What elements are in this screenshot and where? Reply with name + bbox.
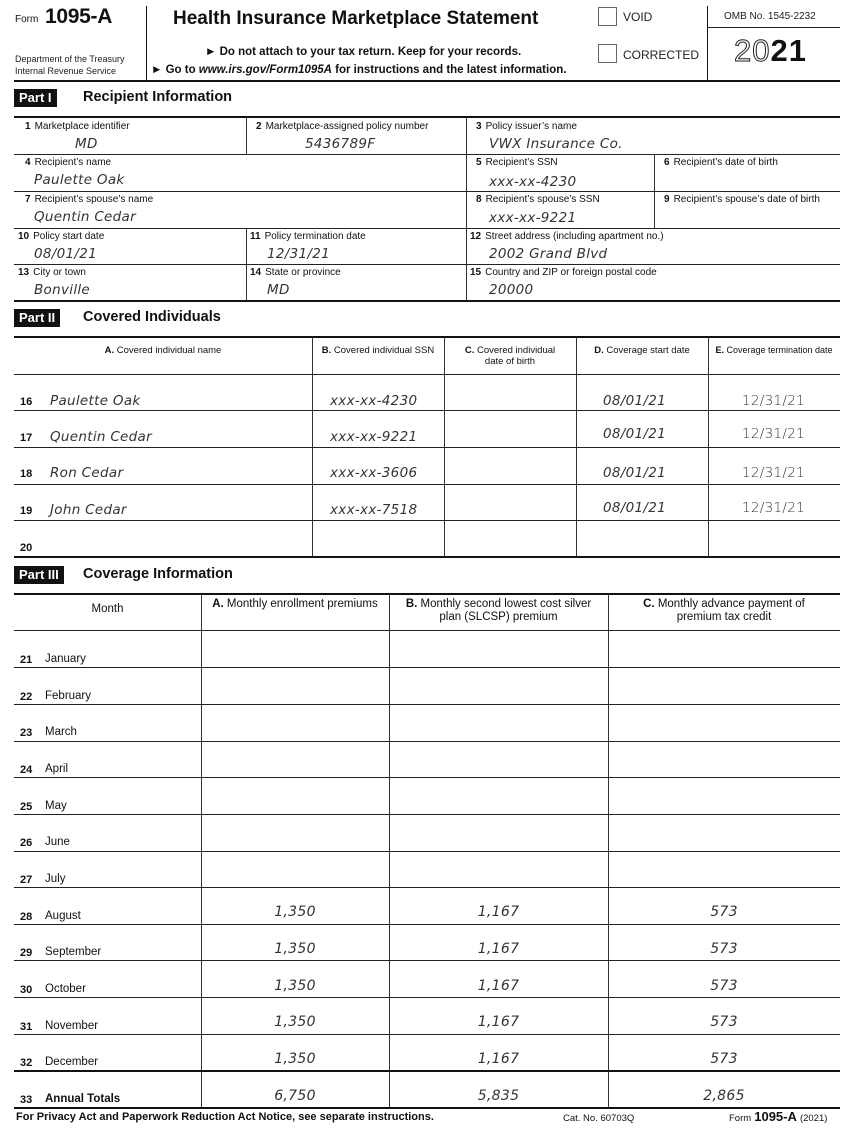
total-enrollment-premium[interactable]: 6,750 bbox=[274, 1088, 316, 1104]
field15-label: 15 Country and ZIP or foreign postal code bbox=[470, 267, 657, 278]
line-number: 30 bbox=[20, 984, 33, 996]
field5-label: 5 Recipient’s SSN bbox=[476, 157, 558, 168]
covered-ssn[interactable]: xxx-xx-7518 bbox=[330, 502, 418, 518]
enrollment-premium[interactable]: 1,350 bbox=[274, 904, 316, 920]
covered-start[interactable]: 08/01/21 bbox=[603, 426, 667, 442]
line-number: 23 bbox=[20, 727, 33, 739]
corrected-checkbox[interactable] bbox=[598, 44, 617, 63]
slcsp-premium[interactable]: 1,167 bbox=[477, 1014, 520, 1030]
enrollment-premium[interactable]: 1,350 bbox=[274, 978, 316, 994]
line-number: 20 bbox=[20, 542, 33, 554]
month-label: April bbox=[45, 763, 69, 775]
part1-tag: Part I bbox=[14, 89, 57, 107]
covered-start[interactable]: 08/01/21 bbox=[603, 500, 667, 516]
col-d-header: D. Coverage start date bbox=[594, 345, 690, 356]
line-number: 22 bbox=[20, 691, 33, 703]
field9-label: 9 Recipient’s spouse’s date of birth bbox=[664, 194, 820, 205]
field6-label: 6 Recipient’s date of birth bbox=[664, 157, 778, 168]
corrected-label: CORRECTED bbox=[623, 48, 700, 62]
form-title: Health Insurance Marketplace Statement bbox=[173, 8, 539, 29]
col-c-header: C. Monthly advance payment of premium tax credit bbox=[643, 598, 805, 623]
covered-end[interactable]: 12/31/21 bbox=[742, 465, 806, 481]
covered-end[interactable]: 12/31/21 bbox=[742, 426, 806, 442]
advance-ptc[interactable]: 573 bbox=[710, 904, 738, 920]
department bbox=[15, 53, 125, 77]
slcsp-premium[interactable]: 1,167 bbox=[477, 1051, 520, 1067]
line-number: 16 bbox=[20, 396, 33, 408]
col-b-header: B. Monthly second lowest cost silver plan (SLCSP) premium bbox=[405, 598, 592, 623]
month-label: September bbox=[45, 946, 102, 958]
month-label: June bbox=[45, 836, 70, 848]
month-label: February bbox=[45, 690, 92, 702]
field7-label: 7 Recipient’s spouse’s name bbox=[25, 194, 154, 205]
covered-start[interactable]: 08/01/21 bbox=[603, 393, 667, 409]
privacy-notice: For Privacy Act and Paperwork Reduction Act Notice, see separate instructions. bbox=[16, 1111, 434, 1123]
policy-issuer-value[interactable]: VWX Insurance Co. bbox=[489, 136, 623, 152]
department-line2: Internal Revenue Service bbox=[15, 66, 117, 76]
month-label: July bbox=[45, 873, 66, 885]
month-header: Month bbox=[91, 603, 124, 615]
marketplace-identifier-value[interactable]: MD bbox=[75, 136, 98, 152]
field8-label: 8 Recipient’s spouse’s SSN bbox=[476, 194, 600, 205]
slcsp-premium[interactable]: 1,167 bbox=[477, 941, 520, 957]
col-a-header: A. Covered individual name bbox=[104, 345, 222, 356]
part3-tag: Part III bbox=[14, 566, 64, 584]
catalog-number: Cat. No. 60703Q bbox=[563, 1113, 635, 1124]
irs-link[interactable]: www.irs.gov/Form1095A bbox=[198, 64, 332, 76]
tax-year: 2021 bbox=[734, 33, 807, 68]
covered-name[interactable]: John Cedar bbox=[50, 502, 127, 518]
recipient-name-value[interactable]: Paulette Oak bbox=[34, 172, 125, 188]
department-line1: Department of the Treasury bbox=[15, 54, 125, 64]
field12-label: 12 Street address (including apartment no.) bbox=[470, 231, 664, 242]
void-label: VOID bbox=[623, 10, 653, 24]
line-number: 31 bbox=[20, 1021, 33, 1033]
part3-title: Coverage Information bbox=[83, 566, 233, 582]
covered-end[interactable]: 12/31/21 bbox=[742, 393, 806, 409]
field14-label: 14 State or province bbox=[250, 267, 341, 278]
covered-name[interactable]: Ron Cedar bbox=[50, 465, 124, 481]
field11-label: 11 Policy termination date bbox=[250, 231, 366, 242]
slcsp-premium[interactable]: 1,167 bbox=[477, 978, 520, 994]
line-number: 32 bbox=[20, 1057, 33, 1069]
field2-label: 2 Marketplace-assigned policy number bbox=[256, 121, 429, 132]
line-number: 26 bbox=[20, 837, 33, 849]
covered-name[interactable]: Quentin Cedar bbox=[50, 429, 152, 445]
covered-name[interactable]: Paulette Oak bbox=[50, 393, 141, 409]
advance-ptc[interactable]: 573 bbox=[710, 1014, 738, 1030]
instruction-do-not-attach: ► Do not attach to your tax return. Keep for your records. bbox=[205, 46, 522, 58]
line-number: 33 bbox=[20, 1094, 33, 1106]
field10-label: 10 Policy start date bbox=[18, 231, 105, 242]
line-number: 18 bbox=[20, 468, 33, 480]
month-label: May bbox=[45, 800, 67, 812]
covered-ssn[interactable]: xxx-xx-4230 bbox=[330, 393, 418, 409]
total-slcsp-premium[interactable]: 5,835 bbox=[477, 1088, 520, 1104]
month-label: October bbox=[45, 983, 86, 995]
spouse-ssn-value[interactable]: xxx-xx-9221 bbox=[489, 210, 577, 226]
footer-form-id: Form 1095-A (2021) bbox=[729, 1109, 828, 1124]
total-advance-ptc[interactable]: 2,865 bbox=[703, 1088, 745, 1104]
form-word: Form bbox=[15, 14, 39, 25]
month-label: March bbox=[45, 726, 77, 738]
month-label: November bbox=[45, 1020, 99, 1032]
line-number: 21 bbox=[20, 654, 33, 666]
street-address-value[interactable]: 2002 Grand Blvd bbox=[489, 246, 608, 262]
covered-start[interactable]: 08/01/21 bbox=[603, 465, 667, 481]
zip-value[interactable]: 20000 bbox=[489, 282, 534, 298]
part2-title: Covered Individuals bbox=[83, 309, 221, 325]
line-number: 28 bbox=[20, 911, 33, 923]
line-number: 29 bbox=[20, 947, 33, 959]
col-b-header: B. Covered individual SSN bbox=[321, 345, 435, 356]
advance-ptc[interactable]: 573 bbox=[710, 978, 738, 994]
part2-tag: Part II bbox=[14, 309, 60, 327]
line-number: 27 bbox=[20, 874, 33, 886]
covered-ssn[interactable]: xxx-xx-3606 bbox=[330, 465, 418, 481]
policy-start-value[interactable]: 08/01/21 bbox=[34, 246, 98, 262]
instruction-go-to: ► Go to www.irs.gov/Form1095A for instructions and the latest information. bbox=[151, 64, 567, 76]
part1-title: Recipient Information bbox=[83, 89, 233, 105]
void-checkbox[interactable] bbox=[598, 7, 617, 26]
policy-termination-value[interactable]: 12/31/21 bbox=[267, 246, 331, 262]
enrollment-premium[interactable]: 1,350 bbox=[274, 1014, 316, 1030]
line-number: 17 bbox=[20, 432, 33, 444]
advance-ptc[interactable]: 573 bbox=[710, 1051, 738, 1067]
field3-label: 3 Policy issuer’s name bbox=[476, 121, 577, 132]
field4-label: 4 Recipient’s name bbox=[25, 157, 112, 168]
line-number: 24 bbox=[20, 764, 33, 776]
city-value[interactable]: Bonville bbox=[34, 282, 91, 298]
field13-label: 13 City or town bbox=[18, 267, 86, 278]
col-c-header: C. Covered individual date of birth bbox=[464, 345, 556, 367]
slcsp-premium[interactable]: 1,167 bbox=[477, 904, 520, 920]
omb-number: OMB No. 1545-2232 bbox=[724, 11, 816, 22]
col-e-header: E. Coverage termination date bbox=[715, 345, 833, 355]
month-label: January bbox=[45, 653, 86, 665]
spouse-name-value[interactable]: Quentin Cedar bbox=[34, 209, 136, 225]
covered-ssn[interactable]: xxx-xx-9221 bbox=[330, 429, 418, 445]
enrollment-premium[interactable]: 1,350 bbox=[274, 1051, 316, 1067]
covered-end[interactable]: 12/31/21 bbox=[742, 500, 806, 516]
form-number: 1095-A bbox=[45, 5, 113, 28]
annual-totals-label: Annual Totals bbox=[45, 1093, 121, 1105]
recipient-ssn-value[interactable]: xxx-xx-4230 bbox=[489, 174, 577, 190]
state-value[interactable]: MD bbox=[267, 282, 290, 298]
enrollment-premium[interactable]: 1,350 bbox=[274, 941, 316, 957]
line-number: 25 bbox=[20, 801, 33, 813]
field1-label: 1 Marketplace identifier bbox=[25, 121, 130, 132]
line-number: 19 bbox=[20, 505, 33, 517]
month-label: December bbox=[45, 1056, 99, 1068]
col-a-header: A. Monthly enrollment premiums bbox=[212, 598, 378, 610]
policy-number-value[interactable]: 5436789F bbox=[305, 136, 376, 152]
month-label: August bbox=[45, 910, 81, 922]
advance-ptc[interactable]: 573 bbox=[710, 941, 738, 957]
